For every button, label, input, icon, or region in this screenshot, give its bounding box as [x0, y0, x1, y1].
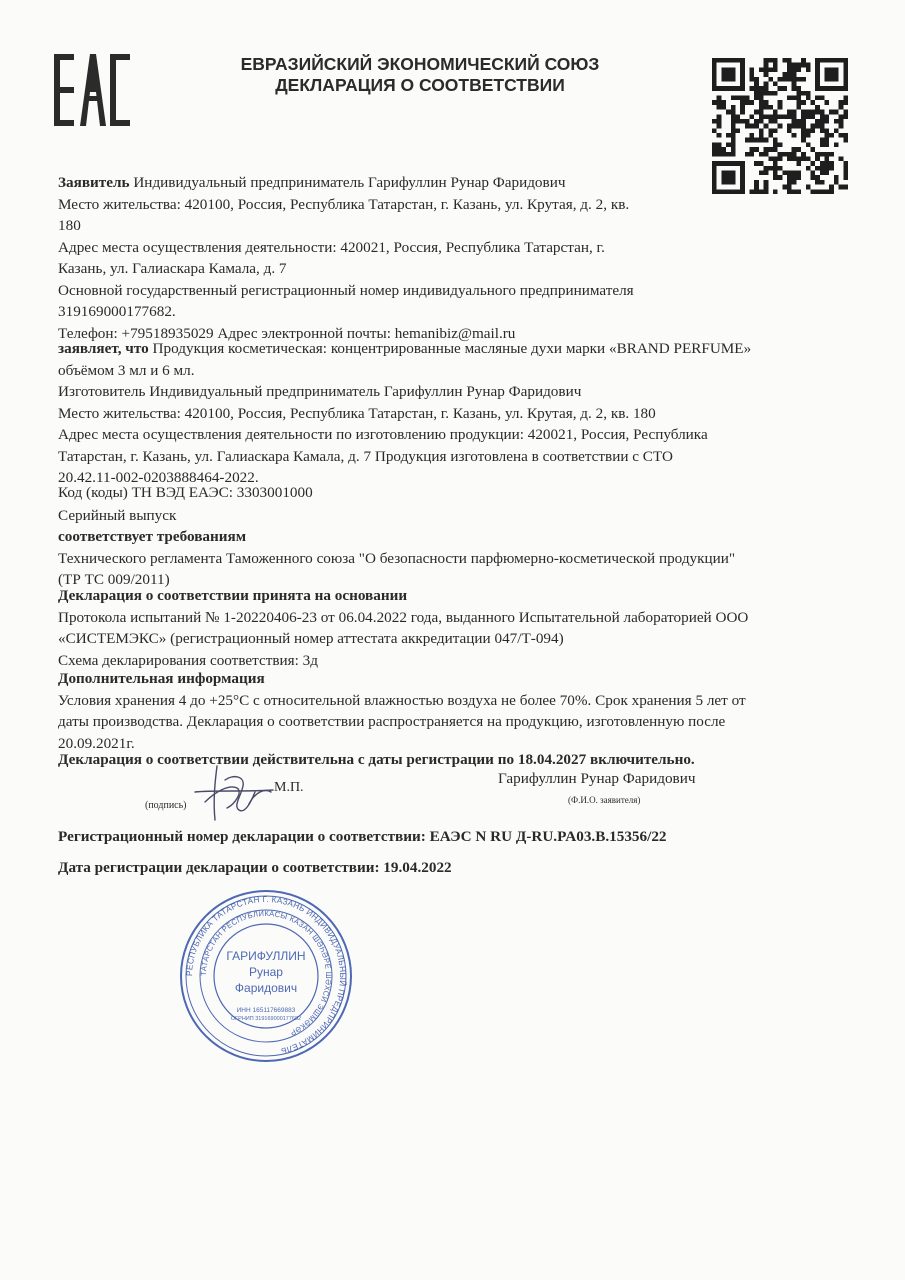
test-protocol: Протокола испытаний № 1-20220406-23 от 06.04.2022 года, выданного Испытательной лабораторией ООО	[58, 608, 749, 626]
applicant-residence-apt: 180	[58, 217, 81, 234]
manufacturer-residence: Место жительства: 420100, Россия, Республика Татарстан, г. Казань, ул. Крутая, д. 2, кв. 180	[58, 404, 656, 422]
title-line-1: ЕВРАЗИЙСКИЙ ЭКОНОМИЧЕСКИЙ СОЮЗ	[240, 54, 600, 74]
validity-section	[58, 749, 828, 771]
declares-label: заявляет, что	[58, 340, 149, 357]
handwritten-signature-icon	[185, 762, 275, 824]
registration-date-section	[58, 857, 828, 879]
tn-ved-code: Код (коды) ТН ВЭД ЕАЭС: 3303001000	[58, 484, 313, 501]
stamp-ogrn: ОГРНИП 319169000177682	[230, 1016, 302, 1022]
seal-stamp-icon	[178, 888, 354, 1064]
registration-date: Дата регистрации декларации о соответствии: 19.04.2022	[58, 859, 452, 876]
mp-label: М.П.	[274, 780, 304, 795]
stamp-first-name: Рунар	[249, 965, 283, 979]
registration-section	[58, 826, 828, 848]
eac-logo-icon	[52, 52, 132, 128]
stamp-patronymic: Фаридович	[234, 981, 298, 995]
additional-section	[58, 668, 828, 754]
stamp-inner-ring-text: ТАТАРСТАН РЕСПУБЛИКАСЫ КАЗАН ШӘҺӘРЕ ШӘХСИ ЭШМӘКӘР	[198, 908, 334, 1038]
signature-row	[0, 770, 905, 818]
document-title	[190, 54, 650, 96]
applicant-name: Индивидуальный предприниматель Гарифуллин Рунар Фаридович	[129, 174, 566, 191]
applicant-signature-name: Гарифуллин Рунар Фаридович	[498, 770, 696, 787]
stamp-inn: ИНН 165117669883	[236, 1007, 296, 1014]
applicant-label: Заявитель	[58, 174, 130, 191]
stamp-outer-ring-text: РЕСПУБЛИКА ТАТАРСТАН Г. КАЗАНЬ ИНДИВИДУАЛЬНЫЙ ПРЕДПРИНИМАТЕЛЬ	[184, 894, 348, 1056]
title-line-2: ДЕКЛАРАЦИЯ О СООТВЕТСТВИИ	[275, 75, 565, 95]
manufacturer: Изготовитель Индивидуальный предприниматель Гарифуллин Рунар Фаридович	[58, 383, 582, 400]
applicant-section	[58, 172, 828, 344]
serial-section	[58, 505, 828, 527]
storage-conditions: Условия хранения 4 до +25°С с относительной влажностью воздуха не более 70%. Срок хранения 5 лет от	[58, 691, 746, 709]
validity-text: Декларация о соответствии действительна с даты регистрации по 18.04.2027 включительно.	[58, 751, 695, 768]
declaration-scheme: Схема декларирования соответствия: 3д	[58, 651, 318, 669]
serial-release: Серийный выпуск	[58, 507, 177, 524]
applicant-name-caption: (Ф.И.О. заявителя)	[568, 795, 641, 805]
applicant-ogrnip-label: Основной государственный регистрационный номер индивидуального предпринимателя	[58, 281, 634, 299]
registration-number: Регистрационный номер декларации о соответствии: ЕАЭС N RU Д-RU.PA03.B.15356/22	[58, 828, 667, 845]
applicant-address: Адрес места осуществления деятельности: 420021, Россия, Республика Татарстан, г.	[58, 238, 605, 256]
requirements-label: соответствует требованиям	[58, 528, 247, 545]
production-date-scope: даты производства. Декларация о соответствии распространяется на продукцию, изготовленную после	[58, 713, 726, 730]
code-section	[58, 482, 828, 504]
manufacturer-address-cont: Татарстан, г. Казань, ул. Галиаскара Камала, д. 7 Продукция изготовлена в соответствии с СТО	[58, 447, 673, 465]
sto-standard: 20.42.11-002-0203888464-2022.	[58, 469, 259, 486]
applicant-residence: Место жительства: 420100, Россия, Республика Татарстан, г. Казань, ул. Крутая, д. 2, кв.	[58, 195, 630, 213]
stamp-surname: ГАРИФУЛЛИН	[226, 949, 306, 963]
requirements-regulation: Технического регламента Таможенного союза "О безопасности парфюмерно-косметической продукции"	[58, 549, 736, 567]
applicant-contacts: Телефон: +79518935029 Адрес электронной почты: hemanibiz@mail.ru	[58, 324, 516, 342]
product-description: Продукция косметическая: концентрированные масляные духи марки «BRAND PERFUME»	[148, 340, 752, 357]
declares-section	[58, 338, 828, 489]
test-lab: «СИСТЕМЭКС» (регистрационный номер аттестата аккредитации 047/Т-094)	[58, 630, 564, 647]
basis-label: Декларация о соответствии принята на основании	[58, 587, 408, 604]
manufacturer-address: Адрес места осуществления деятельности по изготовлению продукции: 420021, Россия, Республика	[58, 426, 708, 443]
applicant-address-cont: Казань, ул. Галиаскара Камала, д. 7	[58, 260, 287, 277]
product-volume: объёмом 3 мл и 6 мл.	[58, 361, 195, 379]
applicant-ogrnip: 319169000177682.	[58, 303, 176, 320]
signature-caption: (подпись)	[145, 800, 187, 811]
basis-section	[58, 585, 828, 671]
additional-label: Дополнительная информация	[58, 670, 265, 687]
requirements-section	[58, 526, 828, 591]
production-date: 20.09.2021г.	[58, 734, 135, 752]
requirements-code: (ТР ТС 009/2011)	[58, 571, 170, 588]
